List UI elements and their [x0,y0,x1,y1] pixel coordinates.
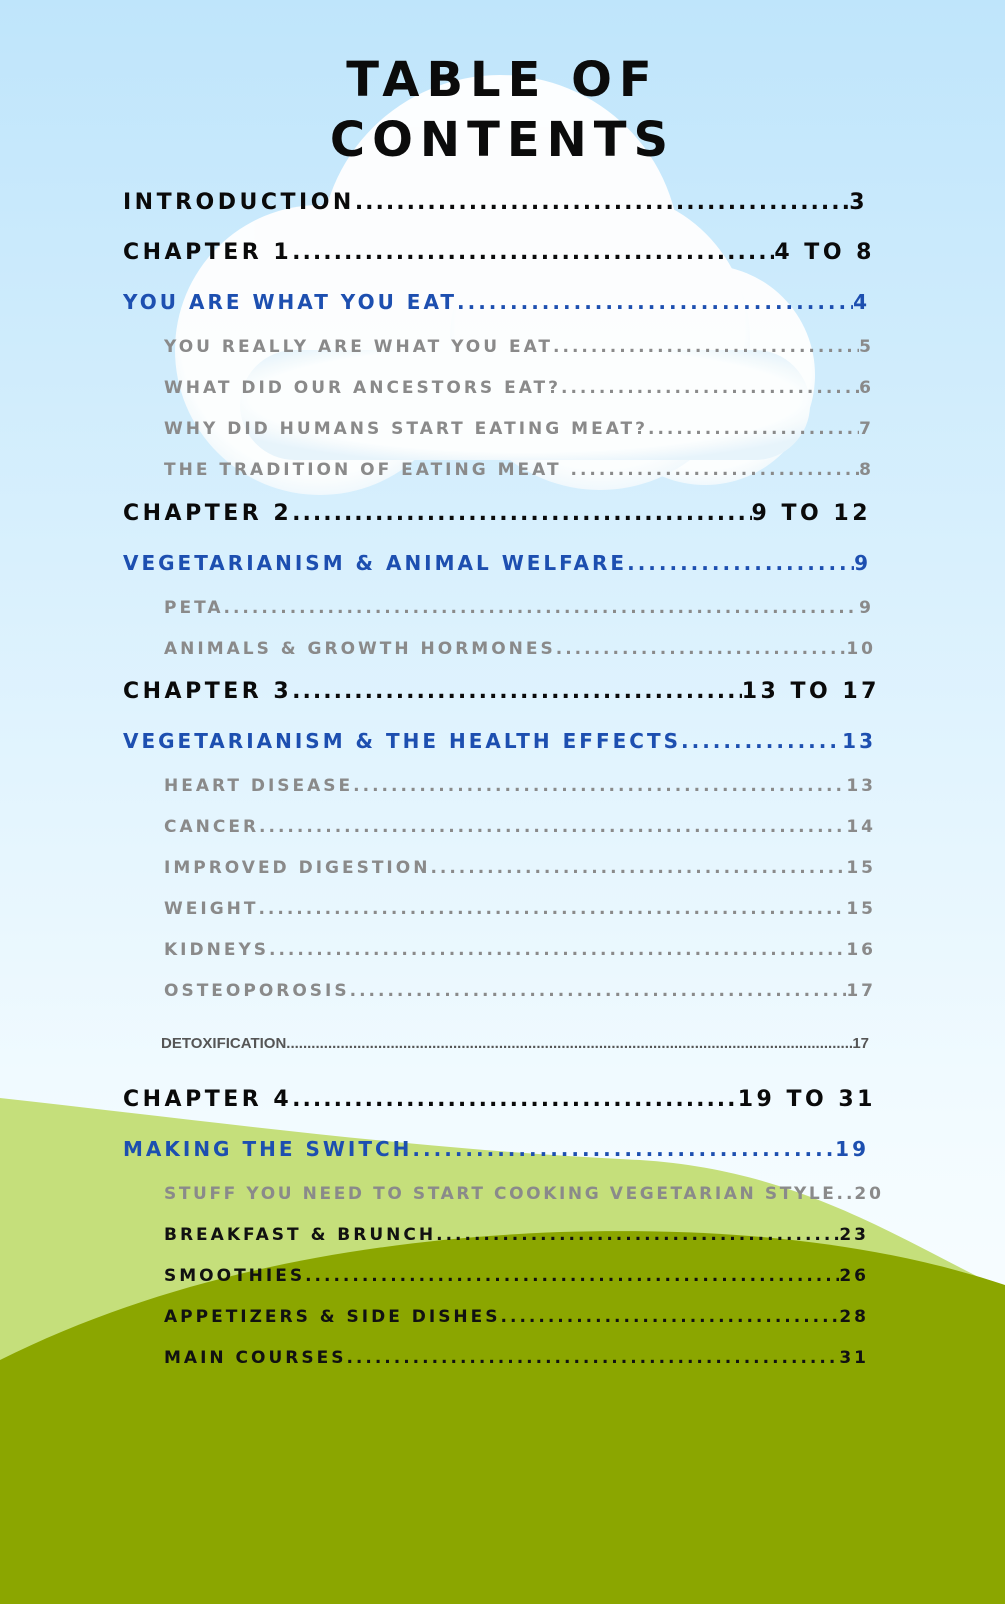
toc-entry-subsection[interactable]: OSTEOPOROSIS ..... 17 [164,981,876,1001]
toc-entry-subsection[interactable]: STUFF YOU NEED TO START COOKING VEGETARIAN STYLE ..... 20 [164,1184,884,1204]
toc-entry-subsection[interactable]: BREAKFAST & BRUNCH ..... 23 [164,1225,869,1245]
title-line-2: CONTENTS [329,112,676,168]
toc-entry-introduction[interactable]: INTRODUCTION ..... 3 [123,190,868,215]
toc-entry-section[interactable]: VEGETARIANISM & THE HEALTH EFFECTS ..... 13 [123,729,876,753]
toc-entry-subsection[interactable]: ANIMALS & GROWTH HORMONES ..... 10 [164,639,876,659]
toc-entry-subsection[interactable]: SMOOTHIES ..... 26 [164,1266,869,1286]
toc-entry-subsection[interactable]: IMPROVED DIGESTION ..... 15 [164,858,876,878]
toc-entry-subsection[interactable]: YOU REALLY ARE WHAT YOU EAT ..... 5 [164,337,874,357]
toc-entry-section[interactable]: MAKING THE SWITCH ..... 19 [123,1137,869,1161]
toc-entry-subsection[interactable]: MAIN COURSES ..... 31 [164,1348,869,1368]
toc-entry-subsection[interactable]: THE TRADITION OF EATING MEAT ..... 8 [164,460,874,480]
toc-entry-subsection[interactable]: DETOXIFICATION ..... 17 [161,1035,869,1052]
toc-entry-subsection[interactable]: PETA ..... 9 [164,598,874,618]
toc-entry-section[interactable]: YOU ARE WHAT YOU EAT ..... 4 [123,290,870,314]
toc-entry-chapter-2[interactable]: CHAPTER 2 ..... 9 TO 12 [123,501,871,526]
toc-entry-subsection[interactable]: WHY DID HUMANS START EATING MEAT? ..... 7 [164,419,874,439]
toc-entry-subsection[interactable]: HEART DISEASE ..... 13 [164,776,876,796]
toc-entry-subsection[interactable]: CANCER ..... 14 [164,817,876,837]
toc-entry-subsection[interactable]: APPETIZERS & SIDE DISHES ..... 28 [164,1307,869,1327]
toc-entry-subsection[interactable]: WEIGHT ..... 15 [164,899,876,919]
toc-entry-chapter-1[interactable]: CHAPTER 1 ..... 4 TO 8 [123,240,875,265]
title-line-1: TABLE OF [346,52,659,108]
toc-entry-section[interactable]: VEGETARIANISM & ANIMAL WELFARE ..... 9 [123,551,871,575]
toc-entry-subsection[interactable]: KIDNEYS ..... 16 [164,940,876,960]
toc-entry-subsection[interactable]: WHAT DID OUR ANCESTORS EAT? ..... 6 [164,378,874,398]
toc-entry-chapter-4[interactable]: CHAPTER 4 ..... 19 TO 31 [123,1087,876,1112]
toc-entry-chapter-3[interactable]: CHAPTER 3 ..... 13 TO 17 [123,679,880,704]
